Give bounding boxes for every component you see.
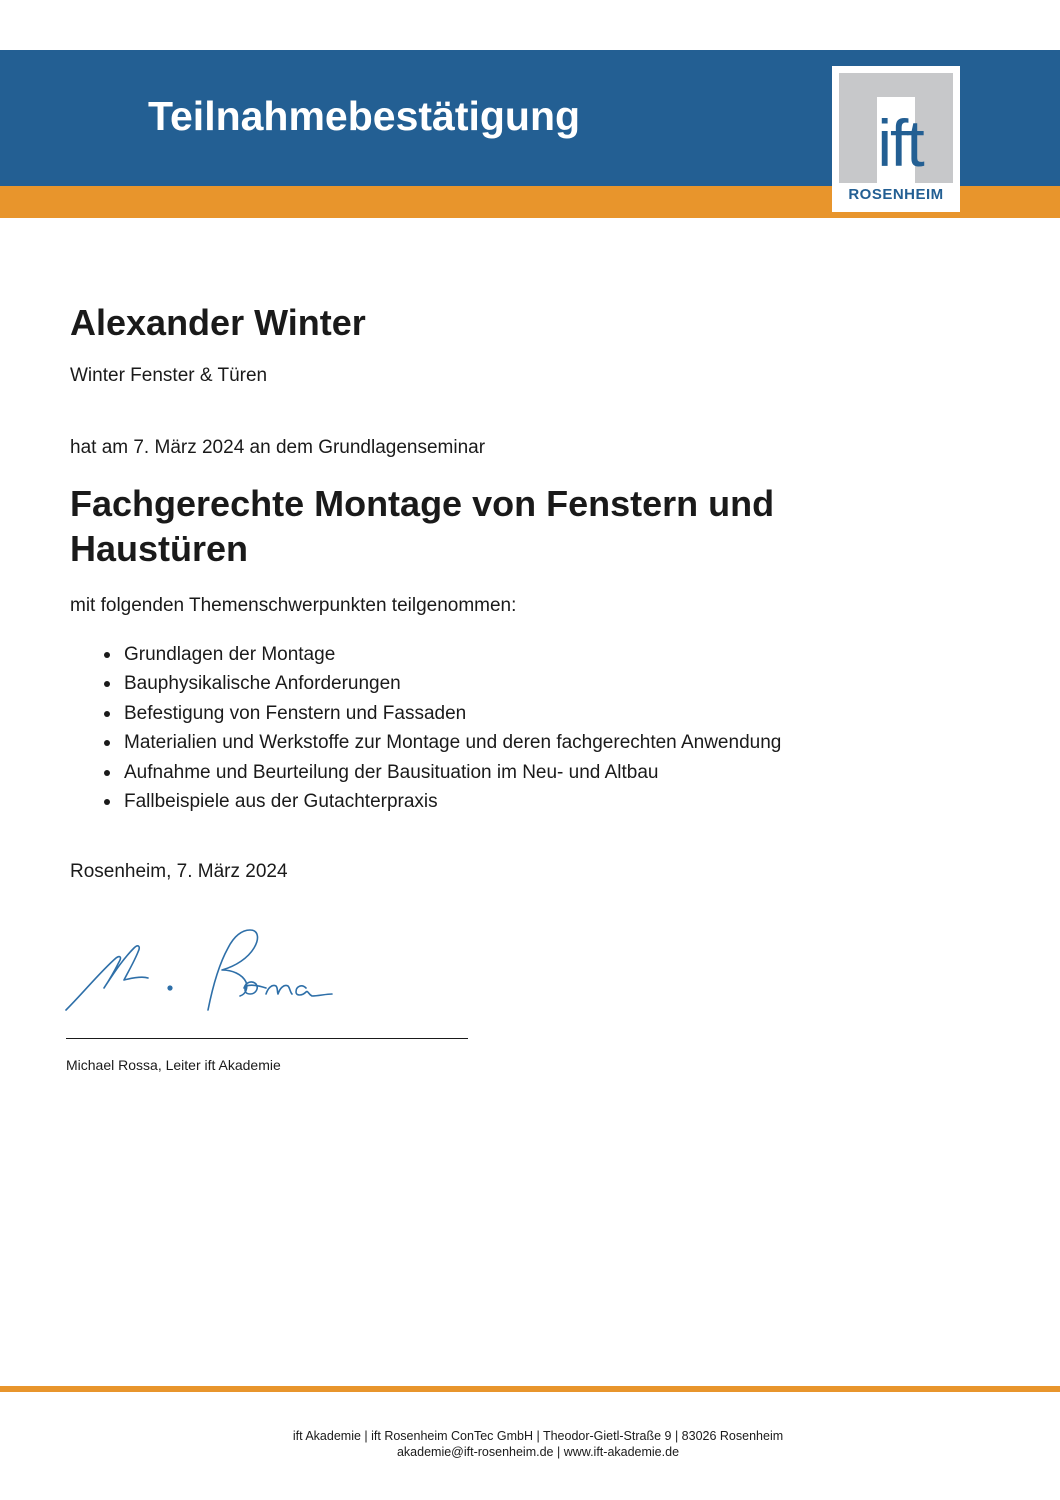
footer-rule xyxy=(0,1386,1060,1392)
topics-intro: mit folgenden Themenschwerpunkten teilgenommen: xyxy=(70,595,517,616)
footer-contact: akademie@ift-rosenheim.de | www.ift-akademie.de xyxy=(396,1445,680,1459)
signer-name: Michael Rossa, Leiter ift Akademie xyxy=(66,1057,281,1073)
topics-list xyxy=(70,640,781,816)
list-item: Materialien und Werkstoffe zur Montage und deren fachgerechten Anwendung xyxy=(70,728,781,757)
list-item: Aufnahme und Beurteilung der Bausituation im Neu- und Altbau xyxy=(70,758,781,787)
place-and-date: Rosenheim, 7. März 2024 xyxy=(70,861,288,882)
seminar-title: Fachgerechte Montage von Fenstern und Haustüren xyxy=(70,483,775,569)
logo-mark-text: ift xyxy=(877,106,923,180)
list-item: Grundlagen der Montage xyxy=(70,640,781,669)
list-item: Bauphysikalische Anforderungen xyxy=(70,669,781,698)
signature-line xyxy=(66,1038,468,1039)
footer-address: ift Akademie | ift Rosenheim ConTec GmbH | Theodor-Gietl-Straße 9 | 83026 Rosenheim xyxy=(292,1429,784,1443)
list-item: Befestigung von Fenstern und Fassaden xyxy=(70,699,781,728)
participant-company: Winter Fenster & Türen xyxy=(70,365,268,386)
document-title: Teilnahmebestätigung xyxy=(148,93,581,139)
ift-rosenheim-logo xyxy=(832,66,960,212)
footer xyxy=(0,1428,1060,1460)
logo-wordmark: ROSENHEIM xyxy=(848,186,944,203)
handwritten-signature xyxy=(62,924,352,1020)
list-item: Fallbeispiele aus der Gutachterpraxis xyxy=(70,787,781,816)
attendance-intro: hat am 7. März 2024 an dem Grundlagenseminar xyxy=(70,437,486,458)
participant-name: Alexander Winter xyxy=(70,302,366,343)
